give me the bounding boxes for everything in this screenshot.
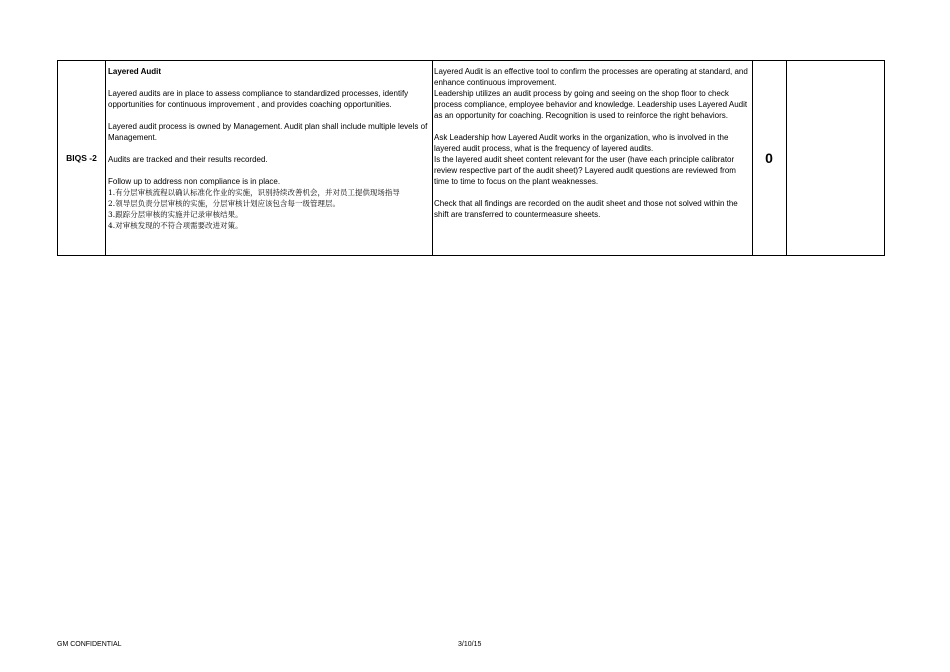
- requirement-chinese-line: 2.领导层负责分层审核的实施，分层审核计划应该包含每一级管理层。: [108, 199, 340, 208]
- guidance-paragraph: Is the layered audit sheet content relevant for the user (have each principle calibrator review respective part of the audit sheet)? Layered audit questions are reviewed from time to time to focus on the plant weaknesses.: [434, 155, 736, 186]
- requirement-chinese-line: 4.对审核发现的不符合项需要改进对策。: [108, 221, 243, 230]
- requirement-id-cell: [58, 61, 105, 255]
- audit-table: [57, 60, 885, 256]
- guidance-paragraph: Ask Leadership how Layered Audit works in the organization, who is involved in the layered audit process, what is the frequency of layered audits.: [434, 133, 729, 153]
- guidance-paragraph: Check that all findings are recorded on the audit sheet and those not solved within the shift are transferred to countermeasure sheets.: [434, 199, 738, 219]
- footer-date: 3/10/15: [458, 641, 482, 648]
- requirement-cell: [105, 61, 432, 255]
- requirement-paragraph: Layered audit process is owned by Management. Audit plan shall include multiple levels of Management.: [108, 122, 428, 142]
- notes-cell: [786, 61, 884, 255]
- requirement-id: BIQS -2: [66, 153, 97, 163]
- requirement-paragraph: Audits are tracked and their results recorded.: [108, 155, 268, 164]
- score-value: 0: [765, 150, 773, 166]
- requirement-title: Layered Audit: [108, 67, 162, 76]
- guidance-cell: [432, 61, 752, 255]
- footer-confidential: GM CONFIDENTIAL: [57, 641, 122, 648]
- guidance-paragraph: Leadership utilizes an audit process by going and seeing on the shop floor to check process compliance, employee behavior and knowledge. Leadership uses Layered Audit as an opportunity for coaching. Recognition is used to reinforce the right behaviors.: [434, 89, 748, 120]
- requirement-chinese-line: 3.跟踪分层审核的实施并记录审核结果。: [108, 210, 243, 219]
- score-cell: [752, 61, 786, 255]
- requirement-paragraph: Follow up to address non compliance is in place.: [108, 177, 281, 186]
- guidance-paragraph: Layered Audit is an effective tool to confirm the processes are operating at standard, and enhance continuous improvement.: [434, 67, 748, 87]
- requirement-paragraph: Layered audits are in place to assess compliance to standardized processes, identify opportunities for continuous improvement , and provides coaching opportunities.: [108, 89, 409, 109]
- requirement-chinese-line: 1.有分层审核流程以确认标准化作业的实施，识别持续改善机会，并对员工提供现场指导: [108, 188, 400, 197]
